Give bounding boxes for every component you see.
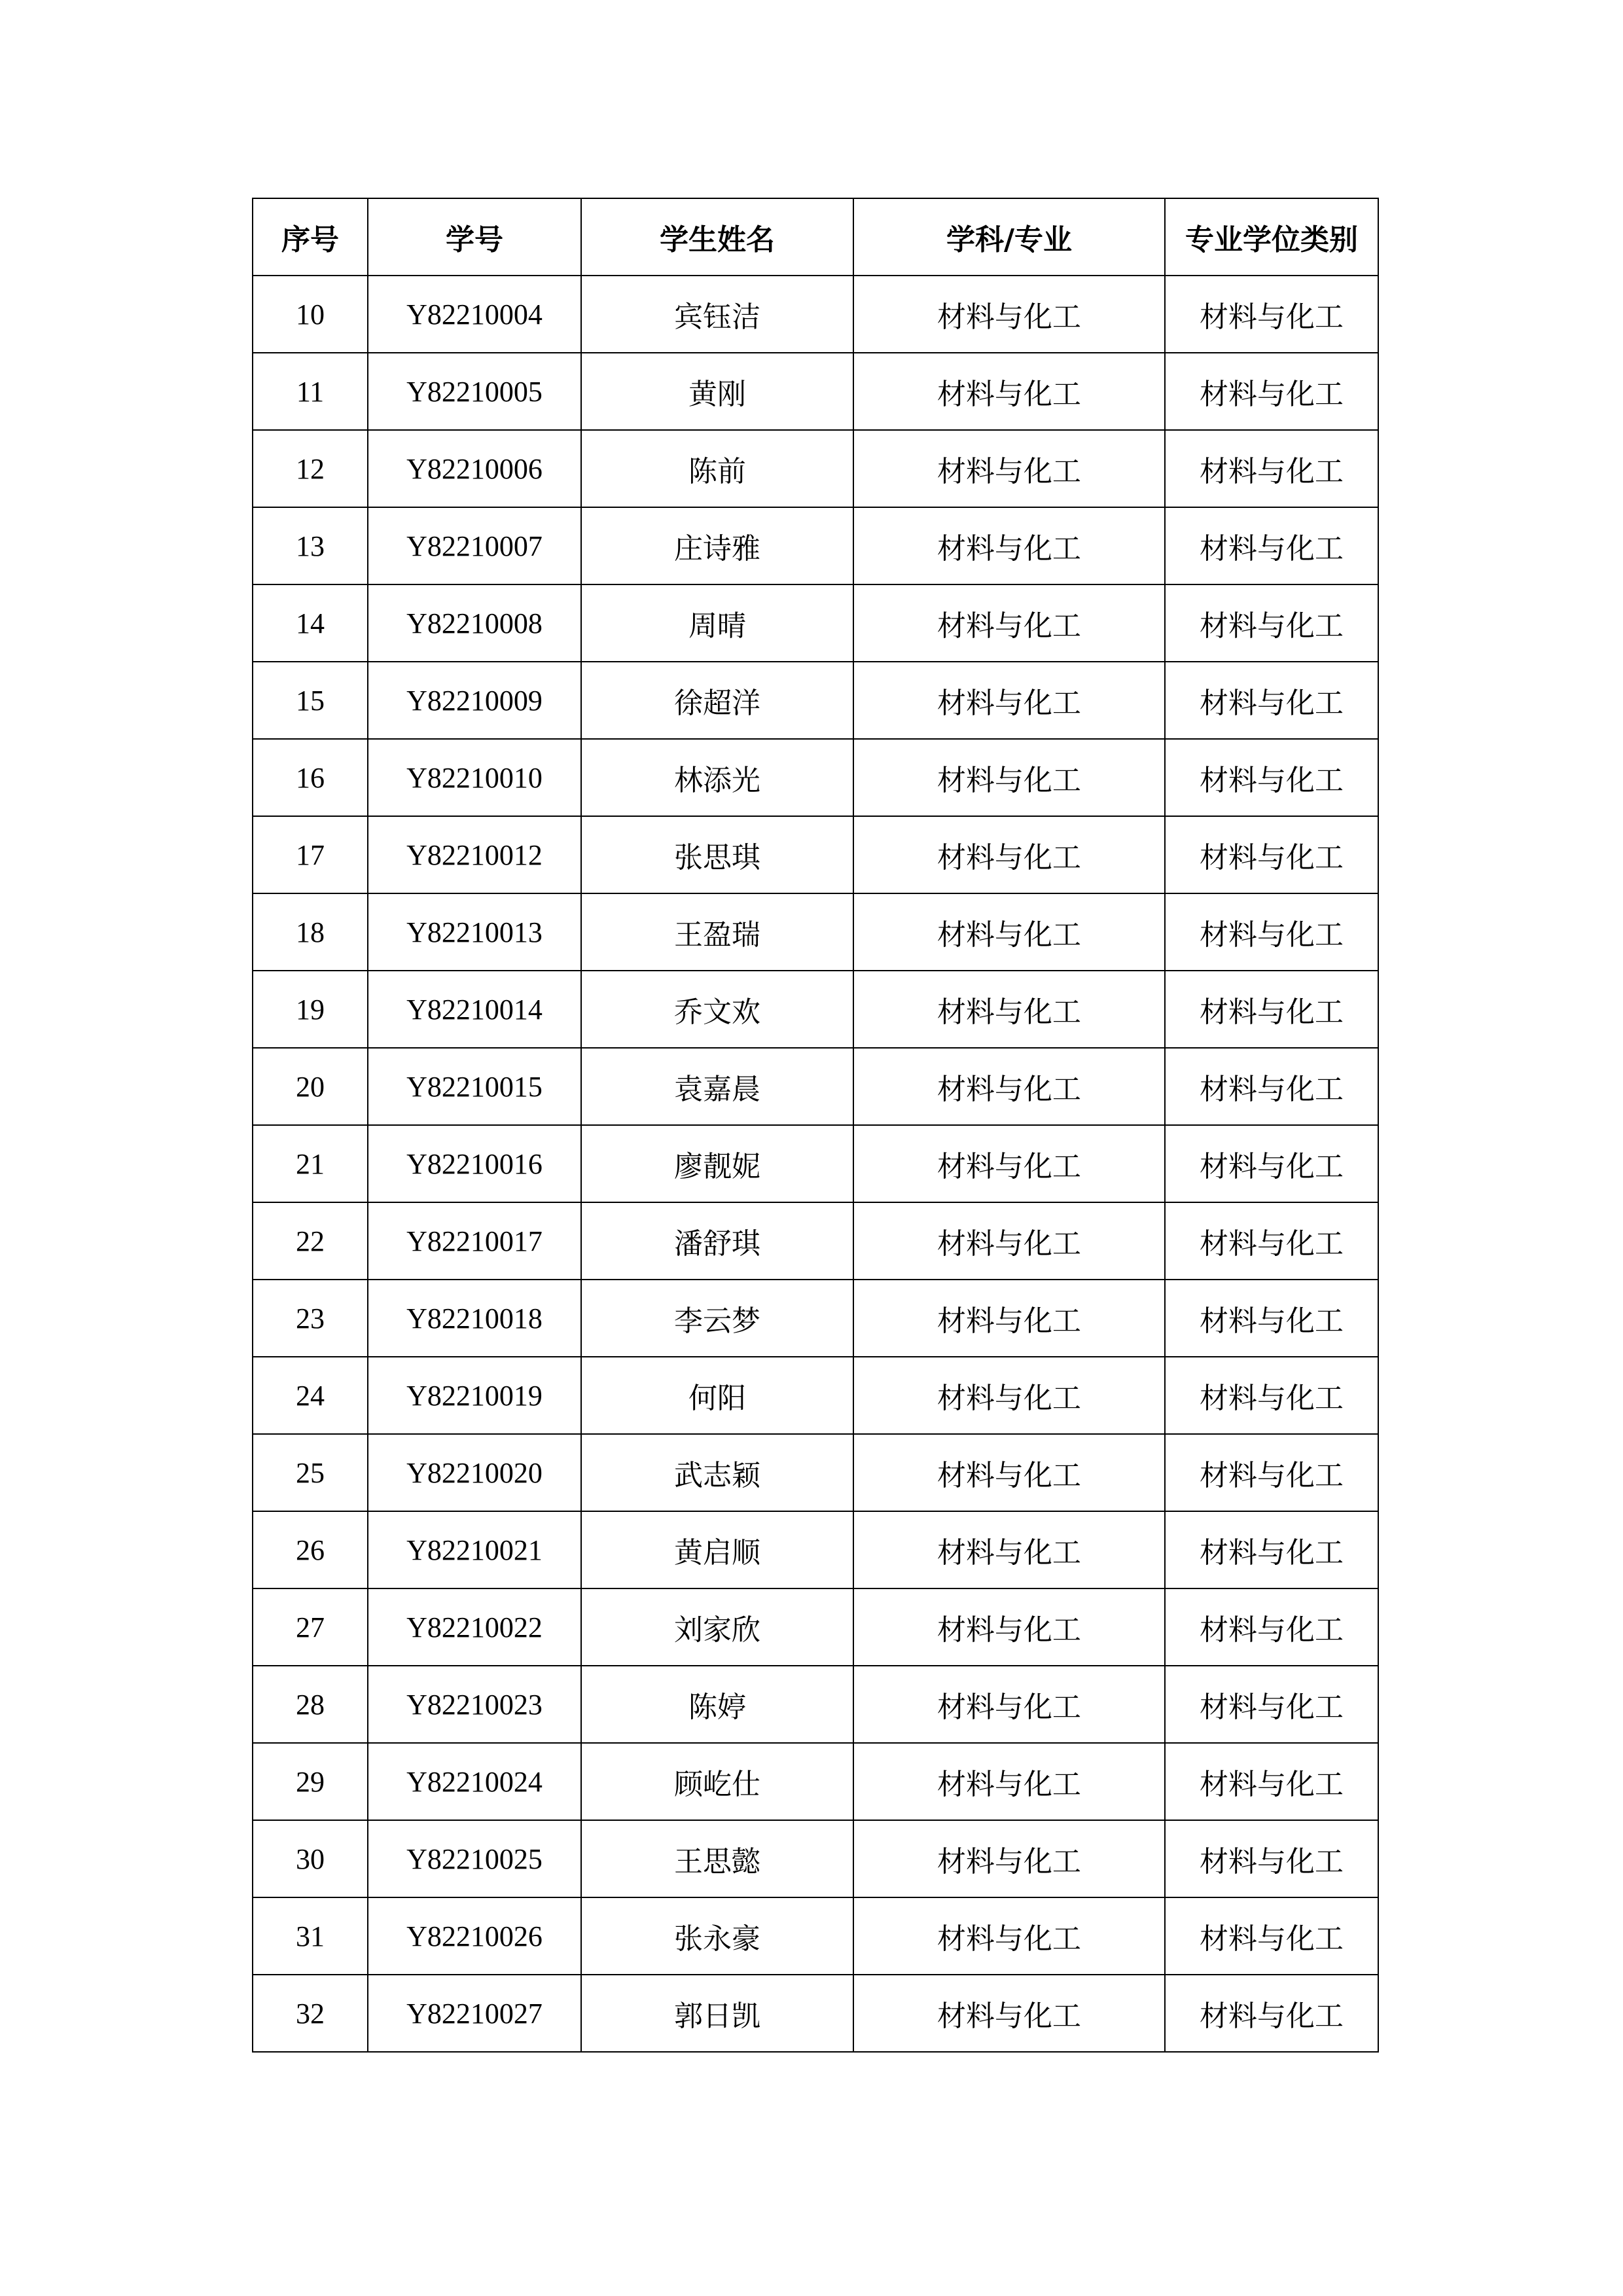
cell-index: 13 bbox=[253, 507, 368, 584]
cell-index: 19 bbox=[253, 971, 368, 1048]
cell-student-id: Y82210020 bbox=[368, 1434, 581, 1511]
cell-index: 11 bbox=[253, 353, 368, 430]
cell-degree-category: 材料与化工 bbox=[1165, 1975, 1378, 2052]
table-row bbox=[253, 893, 1378, 971]
cell-index: 16 bbox=[253, 739, 368, 816]
table-row bbox=[253, 971, 1378, 1048]
cell-student-name: 武志颖 bbox=[581, 1434, 853, 1511]
cell-degree-category: 材料与化工 bbox=[1165, 1820, 1378, 1897]
cell-discipline: 材料与化工 bbox=[853, 353, 1165, 430]
table-row bbox=[253, 507, 1378, 584]
cell-degree-category: 材料与化工 bbox=[1165, 507, 1378, 584]
header-discipline: 学科/专业 bbox=[853, 198, 1165, 276]
cell-student-id: Y82210012 bbox=[368, 816, 581, 893]
cell-index: 21 bbox=[253, 1125, 368, 1202]
cell-index: 24 bbox=[253, 1357, 368, 1434]
cell-student-id: Y82210005 bbox=[368, 353, 581, 430]
cell-discipline: 材料与化工 bbox=[853, 1897, 1165, 1975]
cell-index: 10 bbox=[253, 276, 368, 353]
cell-discipline: 材料与化工 bbox=[853, 1357, 1165, 1434]
cell-degree-category: 材料与化工 bbox=[1165, 1125, 1378, 1202]
cell-discipline: 材料与化工 bbox=[853, 1048, 1165, 1125]
cell-student-name: 李云梦 bbox=[581, 1280, 853, 1357]
table-row bbox=[253, 739, 1378, 816]
cell-student-id: Y82210013 bbox=[368, 893, 581, 971]
cell-index: 14 bbox=[253, 584, 368, 662]
cell-student-id: Y82210017 bbox=[368, 1202, 581, 1280]
table-row bbox=[253, 276, 1378, 353]
cell-student-name: 庄诗雅 bbox=[581, 507, 853, 584]
cell-student-id: Y82210022 bbox=[368, 1588, 581, 1666]
cell-student-name: 顾屹仕 bbox=[581, 1743, 853, 1820]
cell-student-name: 王盈瑞 bbox=[581, 893, 853, 971]
cell-index: 12 bbox=[253, 430, 368, 507]
cell-student-id: Y82210008 bbox=[368, 584, 581, 662]
cell-degree-category: 材料与化工 bbox=[1165, 662, 1378, 739]
cell-degree-category: 材料与化工 bbox=[1165, 1666, 1378, 1743]
header-degree-category: 专业学位类别 bbox=[1165, 198, 1378, 276]
cell-student-id: Y82210023 bbox=[368, 1666, 581, 1743]
table-row bbox=[253, 1048, 1378, 1125]
cell-discipline: 材料与化工 bbox=[853, 893, 1165, 971]
cell-student-name: 林添光 bbox=[581, 739, 853, 816]
cell-index: 25 bbox=[253, 1434, 368, 1511]
table-row bbox=[253, 1511, 1378, 1588]
table-row bbox=[253, 1820, 1378, 1897]
cell-index: 30 bbox=[253, 1820, 368, 1897]
cell-student-id: Y82210006 bbox=[368, 430, 581, 507]
cell-degree-category: 材料与化工 bbox=[1165, 1202, 1378, 1280]
cell-index: 29 bbox=[253, 1743, 368, 1820]
cell-degree-category: 材料与化工 bbox=[1165, 1434, 1378, 1511]
table-header-row bbox=[253, 198, 1378, 276]
cell-student-name: 周晴 bbox=[581, 584, 853, 662]
cell-student-id: Y82210016 bbox=[368, 1125, 581, 1202]
cell-index: 17 bbox=[253, 816, 368, 893]
cell-index: 27 bbox=[253, 1588, 368, 1666]
header-student-name: 学生姓名 bbox=[581, 198, 853, 276]
cell-degree-category: 材料与化工 bbox=[1165, 1897, 1378, 1975]
table-row bbox=[253, 1897, 1378, 1975]
cell-student-name: 黄刚 bbox=[581, 353, 853, 430]
cell-student-name: 廖靓妮 bbox=[581, 1125, 853, 1202]
cell-student-id: Y82210026 bbox=[368, 1897, 581, 1975]
cell-student-name: 乔文欢 bbox=[581, 971, 853, 1048]
cell-student-id: Y82210004 bbox=[368, 276, 581, 353]
cell-discipline: 材料与化工 bbox=[853, 507, 1165, 584]
cell-student-name: 张思琪 bbox=[581, 816, 853, 893]
cell-index: 32 bbox=[253, 1975, 368, 2052]
table-row bbox=[253, 1357, 1378, 1434]
cell-discipline: 材料与化工 bbox=[853, 430, 1165, 507]
table-row bbox=[253, 662, 1378, 739]
table-row bbox=[253, 1975, 1378, 2052]
table-row bbox=[253, 584, 1378, 662]
cell-degree-category: 材料与化工 bbox=[1165, 1357, 1378, 1434]
table-row bbox=[253, 1434, 1378, 1511]
cell-discipline: 材料与化工 bbox=[853, 739, 1165, 816]
cell-discipline: 材料与化工 bbox=[853, 1820, 1165, 1897]
cell-student-name: 陈前 bbox=[581, 430, 853, 507]
cell-degree-category: 材料与化工 bbox=[1165, 1511, 1378, 1588]
cell-student-name: 徐超洋 bbox=[581, 662, 853, 739]
cell-index: 22 bbox=[253, 1202, 368, 1280]
cell-degree-category: 材料与化工 bbox=[1165, 276, 1378, 353]
cell-index: 20 bbox=[253, 1048, 368, 1125]
cell-student-id: Y82210024 bbox=[368, 1743, 581, 1820]
cell-student-id: Y82210014 bbox=[368, 971, 581, 1048]
table-row bbox=[253, 1280, 1378, 1357]
cell-degree-category: 材料与化工 bbox=[1165, 1280, 1378, 1357]
cell-student-id: Y82210019 bbox=[368, 1357, 581, 1434]
cell-discipline: 材料与化工 bbox=[853, 1743, 1165, 1820]
cell-discipline: 材料与化工 bbox=[853, 1434, 1165, 1511]
cell-student-name: 何阳 bbox=[581, 1357, 853, 1434]
cell-student-name: 宾钰洁 bbox=[581, 276, 853, 353]
table-row bbox=[253, 1666, 1378, 1743]
table-row bbox=[253, 1743, 1378, 1820]
cell-degree-category: 材料与化工 bbox=[1165, 893, 1378, 971]
cell-student-name: 潘舒琪 bbox=[581, 1202, 853, 1280]
student-roster-table bbox=[252, 198, 1379, 2053]
cell-discipline: 材料与化工 bbox=[853, 276, 1165, 353]
cell-index: 23 bbox=[253, 1280, 368, 1357]
table-row bbox=[253, 1588, 1378, 1666]
cell-discipline: 材料与化工 bbox=[853, 1125, 1165, 1202]
cell-student-name: 袁嘉晨 bbox=[581, 1048, 853, 1125]
table-row bbox=[253, 816, 1378, 893]
cell-degree-category: 材料与化工 bbox=[1165, 816, 1378, 893]
cell-degree-category: 材料与化工 bbox=[1165, 1743, 1378, 1820]
cell-discipline: 材料与化工 bbox=[853, 971, 1165, 1048]
cell-discipline: 材料与化工 bbox=[853, 1511, 1165, 1588]
cell-degree-category: 材料与化工 bbox=[1165, 1588, 1378, 1666]
cell-discipline: 材料与化工 bbox=[853, 816, 1165, 893]
cell-index: 28 bbox=[253, 1666, 368, 1743]
cell-degree-category: 材料与化工 bbox=[1165, 584, 1378, 662]
table-row bbox=[253, 1202, 1378, 1280]
cell-degree-category: 材料与化工 bbox=[1165, 1048, 1378, 1125]
cell-student-id: Y82210015 bbox=[368, 1048, 581, 1125]
cell-index: 15 bbox=[253, 662, 368, 739]
cell-degree-category: 材料与化工 bbox=[1165, 739, 1378, 816]
cell-discipline: 材料与化工 bbox=[853, 662, 1165, 739]
cell-discipline: 材料与化工 bbox=[853, 584, 1165, 662]
table-body bbox=[253, 276, 1378, 2052]
cell-student-id: Y82210027 bbox=[368, 1975, 581, 2052]
cell-degree-category: 材料与化工 bbox=[1165, 430, 1378, 507]
cell-discipline: 材料与化工 bbox=[853, 1588, 1165, 1666]
cell-student-name: 陈婷 bbox=[581, 1666, 853, 1743]
table-row bbox=[253, 430, 1378, 507]
cell-discipline: 材料与化工 bbox=[853, 1202, 1165, 1280]
cell-student-name: 刘家欣 bbox=[581, 1588, 853, 1666]
cell-student-name: 王思懿 bbox=[581, 1820, 853, 1897]
cell-student-id: Y82210021 bbox=[368, 1511, 581, 1588]
cell-degree-category: 材料与化工 bbox=[1165, 971, 1378, 1048]
cell-discipline: 材料与化工 bbox=[853, 1975, 1165, 2052]
header-student-id: 学号 bbox=[368, 198, 581, 276]
table-row bbox=[253, 1125, 1378, 1202]
cell-student-name: 郭日凯 bbox=[581, 1975, 853, 2052]
cell-discipline: 材料与化工 bbox=[853, 1666, 1165, 1743]
table-row bbox=[253, 353, 1378, 430]
cell-student-id: Y82210010 bbox=[368, 739, 581, 816]
cell-student-id: Y82210007 bbox=[368, 507, 581, 584]
cell-degree-category: 材料与化工 bbox=[1165, 353, 1378, 430]
cell-index: 18 bbox=[253, 893, 368, 971]
cell-student-name: 张永豪 bbox=[581, 1897, 853, 1975]
cell-student-id: Y82210025 bbox=[368, 1820, 581, 1897]
cell-index: 26 bbox=[253, 1511, 368, 1588]
cell-student-id: Y82210018 bbox=[368, 1280, 581, 1357]
header-index: 序号 bbox=[253, 198, 368, 276]
cell-discipline: 材料与化工 bbox=[853, 1280, 1165, 1357]
cell-index: 31 bbox=[253, 1897, 368, 1975]
cell-student-name: 黄启顺 bbox=[581, 1511, 853, 1588]
cell-student-id: Y82210009 bbox=[368, 662, 581, 739]
